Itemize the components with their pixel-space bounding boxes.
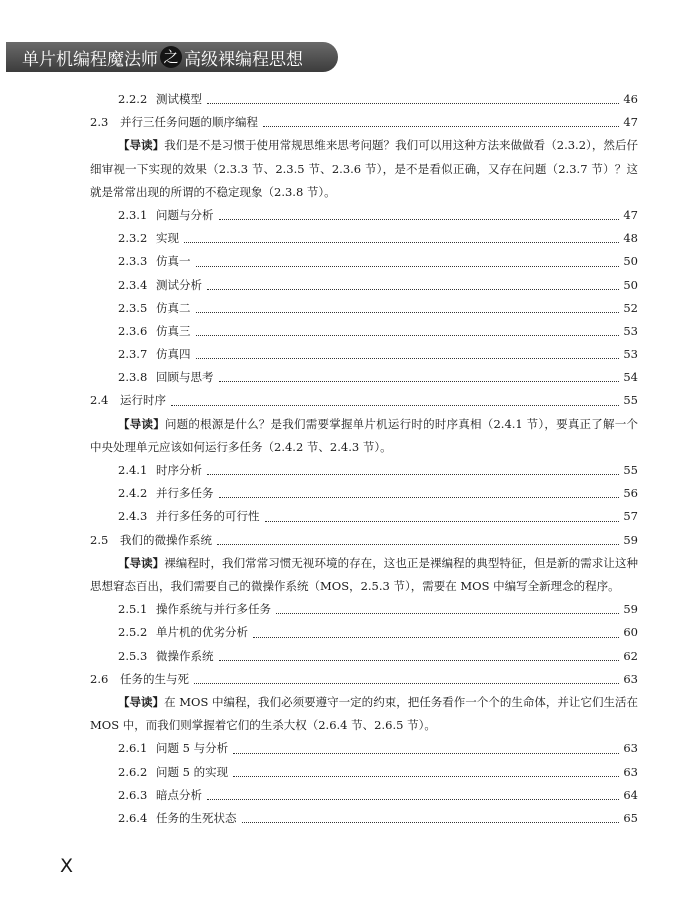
toc-entry-title: 单片机的优劣分析 <box>156 625 248 640</box>
toc-entry-page: 52 <box>623 300 638 315</box>
toc-dot-leader <box>219 380 620 382</box>
guide-text: 我们是不是习惯于使用常规思维来思考问题？我们可以用这种方法来做做看（2.3.2），然后仔细审视一下实现的效果（2.3.3 节、2.3.5 节、2.3.6 节），是不是看似正确，又存在问题（2.3.7 节）？这就是常常出现的所谓的不稳定现象（2.3.8 节）。 <box>90 138 638 199</box>
toc-section-entry[interactable] <box>90 389 638 412</box>
toc-entry-number: 2.3.4 <box>118 277 148 292</box>
toc-entry-page: 50 <box>623 277 638 292</box>
toc-entry-page: 60 <box>623 625 638 640</box>
toc-subsection-entry[interactable] <box>90 598 638 621</box>
toc-subsection-entry[interactable] <box>90 227 638 250</box>
toc-entry-number: 2.3.5 <box>118 300 148 315</box>
toc-entry-page: 64 <box>623 787 638 802</box>
toc-dot-leader <box>217 543 619 545</box>
toc-entry-page: 53 <box>623 323 638 338</box>
toc-dot-leader <box>207 102 619 104</box>
toc-entry-page: 63 <box>623 671 638 686</box>
toc-entry-title: 我们的微操作系统 <box>120 532 212 547</box>
toc-entry-title: 仿真一 <box>156 254 191 269</box>
toc-dot-leader <box>196 311 620 313</box>
toc-entry-page: 55 <box>623 463 638 478</box>
toc-dot-leader <box>219 496 620 498</box>
toc-dot-leader <box>207 288 619 290</box>
toc-subsection-entry[interactable] <box>90 621 638 644</box>
toc-subsection-entry[interactable] <box>90 274 638 297</box>
toc-entry-page: 62 <box>623 648 638 663</box>
guide-paragraph <box>90 552 638 598</box>
guide-paragraph <box>90 691 638 737</box>
toc-subsection-entry[interactable] <box>90 482 638 505</box>
toc-section-entry[interactable] <box>90 529 638 552</box>
toc-entry-title: 时序分析 <box>156 463 202 478</box>
toc-entry-number: 2.6.2 <box>118 764 148 779</box>
toc-entry-number: 2.3 <box>90 115 109 130</box>
toc-entry-title: 操作系统与并行多任务 <box>156 602 271 617</box>
toc-entry-title: 微操作系统 <box>156 648 214 663</box>
guide-text: 在 MOS 中编程，我们必须要遵守一定的约束，把任务看作一个个的生命体，并让它们生活在 MOS 中，而我们则掌握着它们的生杀大权（2.6.4 节、2.6.5 节）。 <box>90 694 639 733</box>
toc-entry-title: 并行三任务问题的顺序编程 <box>120 115 258 130</box>
toc-entry-number: 2.4 <box>90 393 109 408</box>
toc-dot-leader <box>196 334 620 336</box>
table-of-contents <box>90 88 638 830</box>
toc-dot-leader <box>196 265 620 267</box>
toc-dot-leader <box>276 612 619 614</box>
toc-entry-title: 并行多任务 <box>156 486 214 501</box>
toc-dot-leader <box>219 659 620 661</box>
toc-dot-leader <box>233 752 619 754</box>
toc-subsection-entry[interactable] <box>90 784 638 807</box>
toc-entry-page: 65 <box>623 810 638 825</box>
toc-entry-page: 63 <box>623 764 638 779</box>
toc-entry-number: 2.5.2 <box>118 625 148 640</box>
toc-entry-title: 问题 5 与分析 <box>156 741 229 756</box>
toc-entry-number: 2.3.8 <box>118 370 148 385</box>
toc-entry-title: 测试分析 <box>156 277 202 292</box>
toc-subsection-entry[interactable] <box>90 737 638 760</box>
page-folio: X <box>60 855 74 877</box>
toc-entry-title: 仿真三 <box>156 323 191 338</box>
toc-dot-leader <box>242 821 620 823</box>
toc-entry-number: 2.5 <box>90 532 109 547</box>
toc-subsection-entry[interactable] <box>90 204 638 227</box>
guide-paragraph <box>90 134 638 204</box>
toc-entry-page: 56 <box>623 486 638 501</box>
guide-paragraph <box>90 413 638 459</box>
toc-subsection-entry[interactable] <box>90 88 638 111</box>
toc-entry-page: 46 <box>623 91 638 106</box>
toc-dot-leader <box>219 218 620 220</box>
toc-dot-leader <box>184 241 619 243</box>
toc-subsection-entry[interactable] <box>90 645 638 668</box>
toc-dot-leader <box>233 775 619 777</box>
toc-entry-title: 运行时序 <box>120 393 166 408</box>
toc-entry-page: 57 <box>623 509 638 524</box>
toc-dot-leader <box>207 798 619 800</box>
toc-entry-title: 仿真四 <box>156 347 191 362</box>
toc-entry-title: 仿真二 <box>156 300 191 315</box>
toc-entry-number: 2.4.2 <box>118 486 148 501</box>
toc-subsection-entry[interactable] <box>90 505 638 528</box>
toc-subsection-entry[interactable] <box>90 761 638 784</box>
toc-entry-title: 实现 <box>156 231 179 246</box>
toc-entry-number: 2.3.6 <box>118 323 148 338</box>
toc-entry-number: 2.6.1 <box>118 741 148 756</box>
toc-subsection-entry[interactable] <box>90 320 638 343</box>
book-title-part1: 单片机编程魔法师 <box>22 49 158 70</box>
toc-dot-leader <box>196 357 620 359</box>
toc-entry-title: 问题与分析 <box>156 207 214 222</box>
toc-entry-number: 2.5.1 <box>118 602 148 617</box>
toc-subsection-entry[interactable] <box>90 807 638 830</box>
toc-dot-leader <box>207 473 619 475</box>
toc-subsection-entry[interactable] <box>90 343 638 366</box>
guide-tag: 【导读】 <box>118 555 165 570</box>
guide-text: 裸编程时，我们常常习惯无视环境的存在，这也正是裸编程的典型特征，但是新的需求让这种思想窘态百出，我们需要自己的微操作系统（MOS，2.5.3 节），需要在 MOS 中编写全新理念的程序。 <box>90 555 639 594</box>
toc-entry-number: 2.4.3 <box>118 509 148 524</box>
toc-entry-page: 47 <box>623 115 638 130</box>
toc-entry-number: 2.3.3 <box>118 254 148 269</box>
toc-entry-title: 任务的生死状态 <box>156 810 237 825</box>
toc-entry-page: 47 <box>623 207 638 222</box>
toc-entry-number: 2.4.1 <box>118 463 148 478</box>
toc-entry-page: 50 <box>623 254 638 269</box>
toc-entry-number: 2.3.7 <box>118 347 148 362</box>
toc-dot-leader <box>171 404 619 406</box>
toc-entry-title: 任务的生与死 <box>120 671 189 686</box>
toc-entry-title: 测试模型 <box>156 91 202 106</box>
toc-entry-number: 2.3.1 <box>118 207 148 222</box>
book-title-part2: 高级裸编程思想 <box>184 49 303 70</box>
toc-entry-page: 63 <box>623 741 638 756</box>
toc-subsection-entry[interactable] <box>90 250 638 273</box>
guide-text: 问题的根源是什么？是我们需要掌握单片机运行时的时序真相（2.4.1 节），要真正了解一个中央处理单元应该如何运行多任务（2.4.2 节、2.4.3 节）。 <box>90 416 638 454</box>
toc-entry-title: 问题 5 的实现 <box>156 764 229 779</box>
toc-subsection-entry[interactable] <box>90 459 638 482</box>
toc-entry-page: 55 <box>623 393 638 408</box>
toc-entry-number: 2.6 <box>90 671 109 686</box>
toc-entry-page: 59 <box>623 532 638 547</box>
toc-dot-leader <box>194 682 619 684</box>
toc-entry-page: 48 <box>623 231 638 246</box>
book-title-connector: 之 <box>160 46 182 68</box>
toc-section-entry[interactable] <box>90 111 638 134</box>
toc-entry-number: 2.6.3 <box>118 787 148 802</box>
guide-tag: 【导读】 <box>118 138 165 153</box>
toc-entry-title: 回顾与思考 <box>156 370 214 385</box>
toc-dot-leader <box>265 520 620 522</box>
toc-entry-title: 并行多任务的可行性 <box>156 509 260 524</box>
toc-entry-number: 2.2.2 <box>118 91 148 106</box>
toc-entry-page: 59 <box>623 602 638 617</box>
toc-dot-leader <box>253 636 619 638</box>
toc-subsection-entry[interactable] <box>90 297 638 320</box>
toc-section-entry[interactable] <box>90 668 638 691</box>
guide-tag: 【导读】 <box>118 416 165 431</box>
book-title-banner <box>6 42 338 72</box>
toc-entry-number: 2.6.4 <box>118 810 148 825</box>
toc-entry-page: 53 <box>623 347 638 362</box>
toc-entry-number: 2.5.3 <box>118 648 148 663</box>
toc-entry-title: 暗点分析 <box>156 787 202 802</box>
toc-entry-number: 2.3.2 <box>118 231 148 246</box>
toc-dot-leader <box>263 125 619 127</box>
guide-tag: 【导读】 <box>118 694 165 709</box>
toc-entry-page: 54 <box>623 370 638 385</box>
toc-subsection-entry[interactable] <box>90 366 638 389</box>
